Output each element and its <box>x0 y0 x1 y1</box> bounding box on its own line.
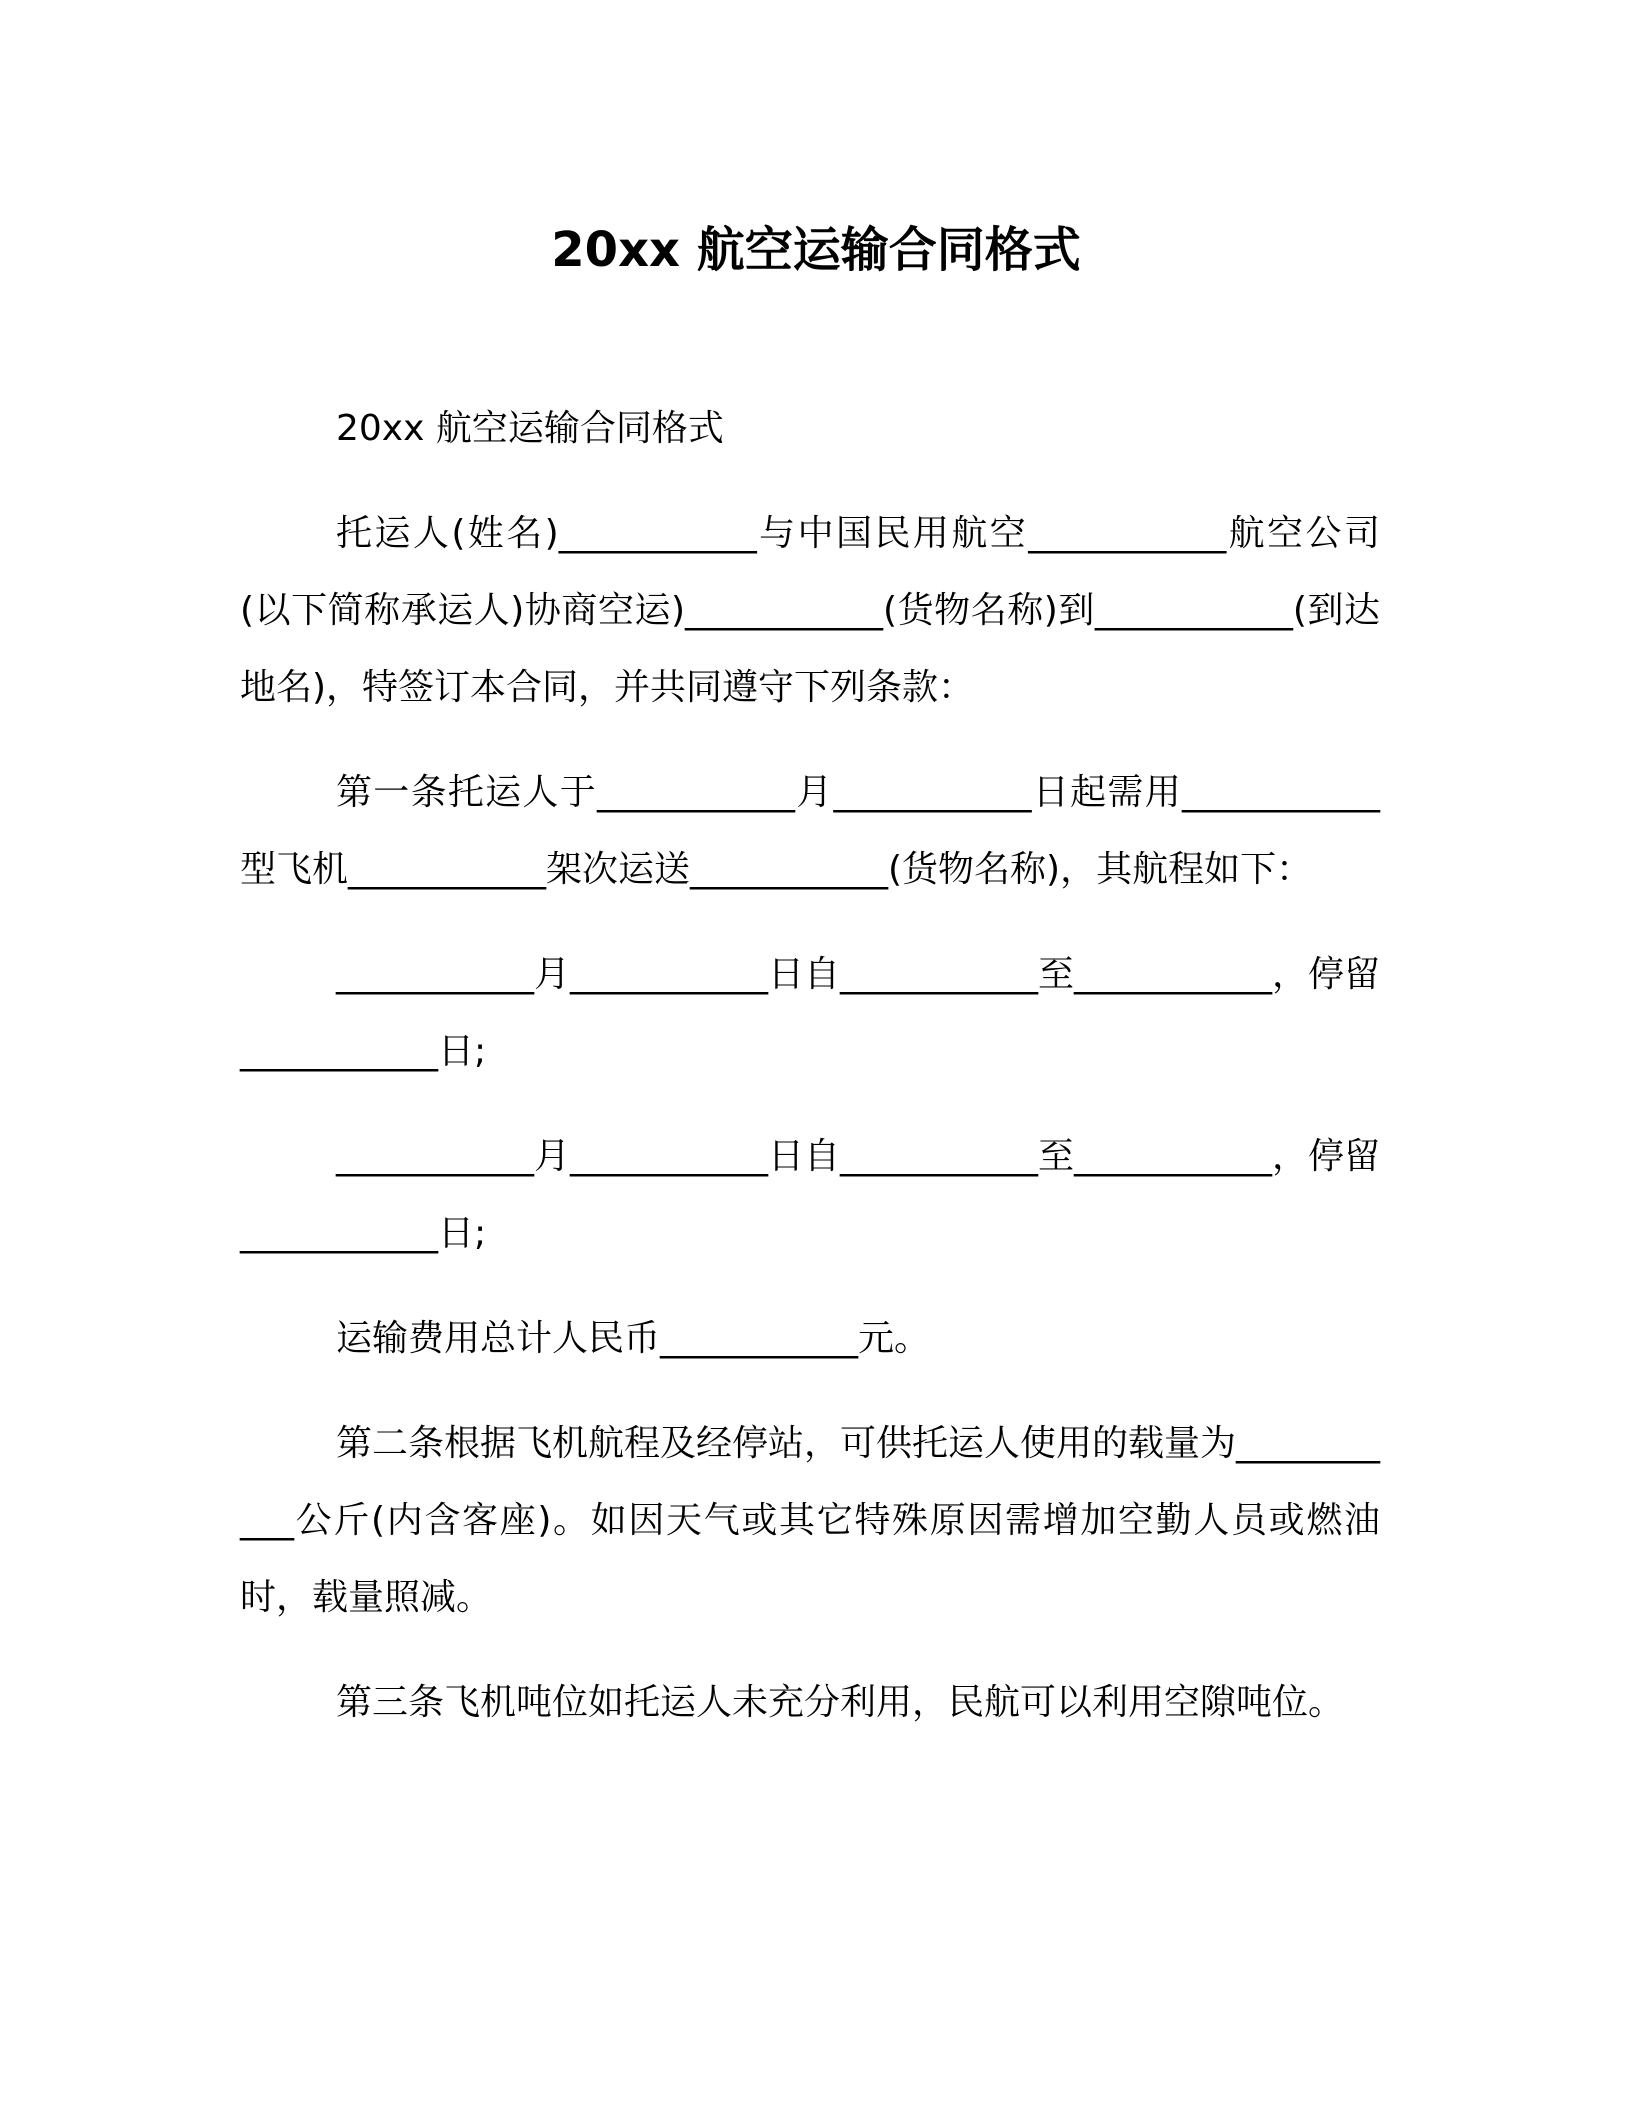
paragraph-heading-repeat: 20xx 航空运输合同格式 <box>336 408 724 449</box>
paragraph-route-1: ___________月___________日自___________至___________，停留___________日; <box>240 954 1380 1072</box>
paragraph-route-2: ___________月___________日自___________至___________，停留___________日; <box>240 1136 1380 1254</box>
paragraph-parties: 托运人(姓名)___________与中国民用航空___________航空公司(以下简称承运人)协商空运)___________(货物名称)到___________(到达地名)，特签订本合同，并共同遵守下列条款： <box>240 513 1380 708</box>
document-title: 20xx 航空运输合同格式 <box>551 222 1081 278</box>
paragraph-fee: 运输费用总计人民币___________元。 <box>336 1318 931 1359</box>
paragraph-article-2: 第二条根据飞机航程及经停站，可供托运人使用的载量为___________公斤(内含客座)。如因天气或其它特殊原因需增加空勤人员或燃油时，载量照减。 <box>240 1423 1381 1618</box>
document-body <box>240 390 1380 1769</box>
paragraph-article-3: 第三条飞机吨位如托运人未充分利用，民航可以利用空隙吨位。 <box>336 1682 1345 1723</box>
paragraph-article-1: 第一条托运人于___________月___________日起需用___________型飞机___________架次运送___________(货物名称)，其航程如下： <box>240 772 1380 890</box>
